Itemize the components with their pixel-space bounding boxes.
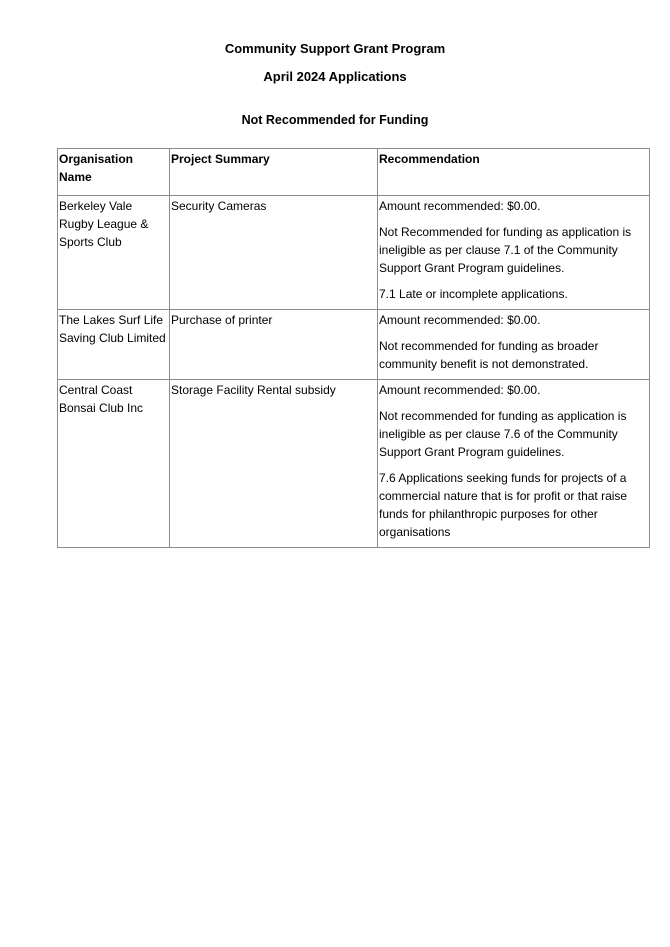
- project-cell: Purchase of printer: [170, 310, 378, 380]
- table-header-row: [58, 149, 650, 196]
- table-row: [58, 380, 650, 548]
- program-title: Community Support Grant Program: [224, 41, 446, 56]
- header-project-summary: Project Summary: [170, 149, 378, 196]
- recommendation-cell: [378, 196, 650, 310]
- section-title: Not Recommended for Funding: [241, 113, 429, 127]
- recommendation-reason: Not recommended for funding as broader community benefit is not demonstrated.: [379, 339, 599, 371]
- recommendation-amount: Amount recommended: $0.00.: [379, 313, 541, 327]
- recommendation-clause: 7.1 Late or incomplete applications.: [379, 287, 568, 301]
- recommendation-amount: Amount recommended: $0.00.: [379, 383, 541, 397]
- organisation-cell: Berkeley Vale Rugby League & Sports Club: [58, 196, 170, 310]
- applications-table: [57, 148, 650, 548]
- round-title: April 2024 Applications: [263, 69, 407, 84]
- header-organisation-name: Organisation Name: [58, 149, 170, 196]
- project-cell: Storage Facility Rental subsidy: [170, 380, 378, 548]
- organisation-cell: The Lakes Surf Life Saving Club Limited: [58, 310, 170, 380]
- table-row: [58, 196, 650, 310]
- recommendation-reason: Not recommended for funding as application is ineligible as per clause 7.6 of the Community Support Grant Program guidelines.: [379, 409, 627, 459]
- project-cell: Security Cameras: [170, 196, 378, 310]
- recommendation-cell: [378, 380, 650, 548]
- recommendation-cell: [378, 310, 650, 380]
- header-recommendation: Recommendation: [378, 149, 650, 196]
- recommendation-clause: 7.6 Applications seeking funds for projects of a commercial nature that is for profit or that raise funds for philanthropic purposes for other organisations: [379, 471, 628, 539]
- organisation-cell: Central Coast Bonsai Club Inc: [58, 380, 170, 548]
- recommendation-amount: Amount recommended: $0.00.: [379, 199, 541, 213]
- recommendation-reason: Not Recommended for funding as application is ineligible as per clause 7.1 of the Community Support Grant Program guidelines.: [379, 225, 632, 275]
- table-row: [58, 310, 650, 380]
